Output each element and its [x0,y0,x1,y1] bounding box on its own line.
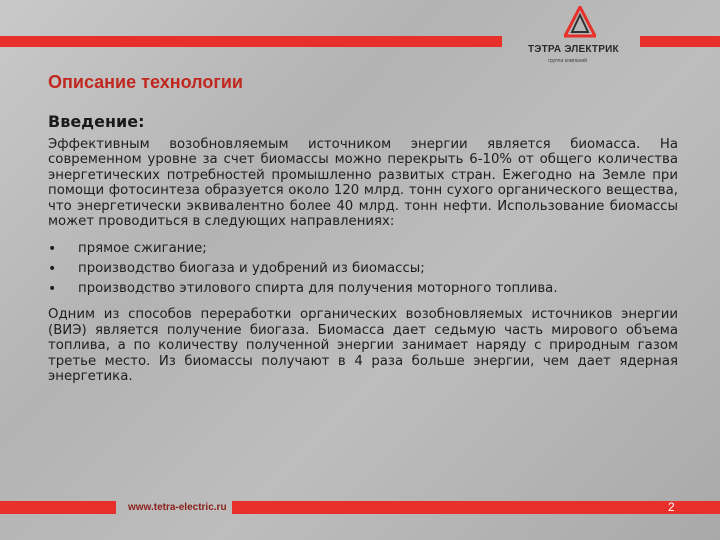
bullet-marker: • [48,241,57,258]
top-accent-bar-left [0,36,502,47]
company-logo [528,6,632,66]
page-title: Описание технологии [48,72,243,92]
company-name: ТЭТРА ЭЛЕКТРИК [528,44,619,55]
bullet-marker: • [48,261,57,278]
directions-list [48,239,678,299]
section-heading: Введение: [48,112,145,131]
list-item [48,259,678,279]
logo-triangle-icon [564,6,596,40]
list-item-text: прямое сжигание; [78,241,207,257]
slide-content [48,112,678,384]
footer-website-link[interactable]: www.tetra-electric.ru [128,502,227,513]
top-accent-bar-right [640,36,720,47]
page-number: 2 [668,500,675,514]
bottom-accent-bar-right [232,501,720,514]
bottom-accent-bar-left [0,501,116,514]
list-item-text: производство этилового спирта для получения моторного топлива. [78,281,558,297]
company-tagline: группа компаний [548,58,587,64]
bullet-marker: • [48,281,57,298]
list-item [48,239,678,259]
list-item-text: производство биогаза и удобрений из биомассы; [78,261,425,277]
intro-paragraph: Эффективным возобновляемым источником энергии является биомасса. На современном уровне за счет биомассы можно перекрыть 6-10% от общего количества энергетических потребностей промышленно развитых стран. Ежегодно на Земле при помощи фотосинтеза образуется около 120 млрд. тонн сухого органического вещества, что энергетически эквивалентно более 40 млрд. тонн нефти. Использование биомассы может проводиться в следующих направлениях: [48,137,678,230]
conclusion-paragraph: Одним из способов переработки органических возобновляемых источников энергии (ВИЭ) является получение биогаза. Биомасса дает седьмую часть мирового объема топлива, а по количеству полученной энергии занимает наряду с природным газом третье место. Из биомассы получают в 4 раза больше энергии, чем дает ядерная энергетика. [48,307,678,385]
list-item [48,279,678,299]
